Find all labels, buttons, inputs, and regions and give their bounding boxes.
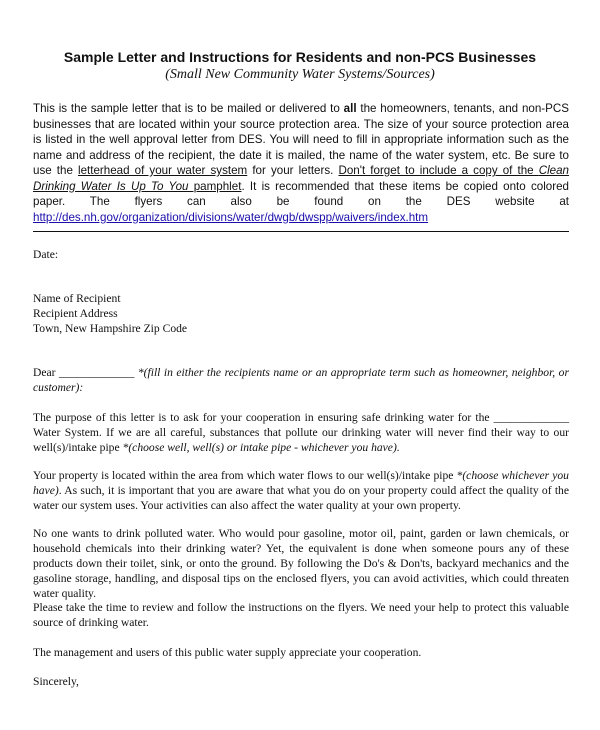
intro-bold-all: all (343, 102, 357, 115)
paragraph-review: Please take the time to review and follow the instructions on the flyers. We need your help to protect this valuable source of drinking water. (33, 601, 569, 629)
intro-text-2: the homeowners, tenants, and non-PCS businesses that are located within your source protection area. The size of your source protection area is listed in the well approval letter from DES. You will need to fill in appropriate information such as the name and address of the recipient, the date it is mailed, the name of the water system, etc. Be sure to use the (33, 102, 569, 177)
salutation-note: *(fill in either the recipients name or an appropriate term such as homeowner, neighbor, or customer): (33, 366, 569, 394)
document-subtitle: (Small New Community Water Systems/Sources) (165, 67, 435, 82)
recipient-name: Name of Recipient (33, 292, 121, 305)
paragraph-purpose-text: The purpose of this letter is to ask for your cooperation in ensuring safe drinking water for the _____________ Water System. If we are all careful, substances that pollute our drinking water will never find their way to our well(s)/intake pipe (33, 411, 569, 454)
intro-dont-forget-text: Don't forget to include a copy of the (338, 164, 539, 177)
recipient-address: Recipient Address (33, 307, 118, 320)
section-divider (33, 231, 569, 232)
paragraph-property-text: Your property is located within the area from which water flows to our well(s)/intake pipe (33, 469, 457, 482)
document-title: Sample Letter and Instructions for Residents and non-PCS Businesses (63, 49, 537, 65)
closing: Sincerely, (33, 675, 79, 688)
instructions-paragraph (33, 101, 569, 225)
des-website-link[interactable]: http://des.nh.gov/organization/divisions/water/dwgb/dwspp/waivers/index.htm (33, 210, 429, 224)
salutation-text: Dear _____________ (33, 366, 138, 379)
paragraph-purpose (33, 410, 569, 455)
intro-text-1: This is the sample letter that is to be mailed or delivered to (33, 102, 344, 115)
recipient-city: Town, New Hampshire Zip Code (33, 322, 188, 335)
date-line: Date: (33, 248, 59, 261)
paragraph-pollution: No one wants to drink polluted water. Who would pour gasoline, motor oil, paint, garden or lawn chemicals, or household chemicals into their drinking water? Yet, the equivalent is done when someone pours any of these products down their toilet, sink, or onto the ground. By following the Do's & Don'ts, backyard mechanics and the gasoline storage, handling, and disposal tips on the enclosed flyers, you can avoid activities, which could threaten water quality. (33, 527, 569, 600)
intro-text-3: for your letters. (247, 164, 339, 177)
paragraph-property (33, 468, 569, 513)
paragraph-appreciation: The management and users of this public water supply appreciate your cooperation. (33, 646, 422, 659)
paragraph-purpose-note: *(choose well, well(s) or intake pipe - whichever you have). (122, 441, 400, 454)
intro-pamphlet-word: pamphlet (188, 179, 242, 193)
intro-pamphlet-title: Clean Drinking Water Is Up To You (33, 164, 569, 193)
salutation (33, 365, 569, 395)
intro-letterhead: letterhead of your water system (78, 164, 248, 177)
paragraph-property-text-2: . As such, it is important that you are aware that what you do on your property could affect the quality of the water our system uses. Your activities can also affect the water quality at your own property. (33, 484, 569, 512)
intro-text-4: . It is recommended that these items be copied onto colored paper. The flyers can also be found on the DES website at (33, 179, 569, 208)
paragraph-property-note: *(choose whichever you have) (33, 469, 569, 497)
